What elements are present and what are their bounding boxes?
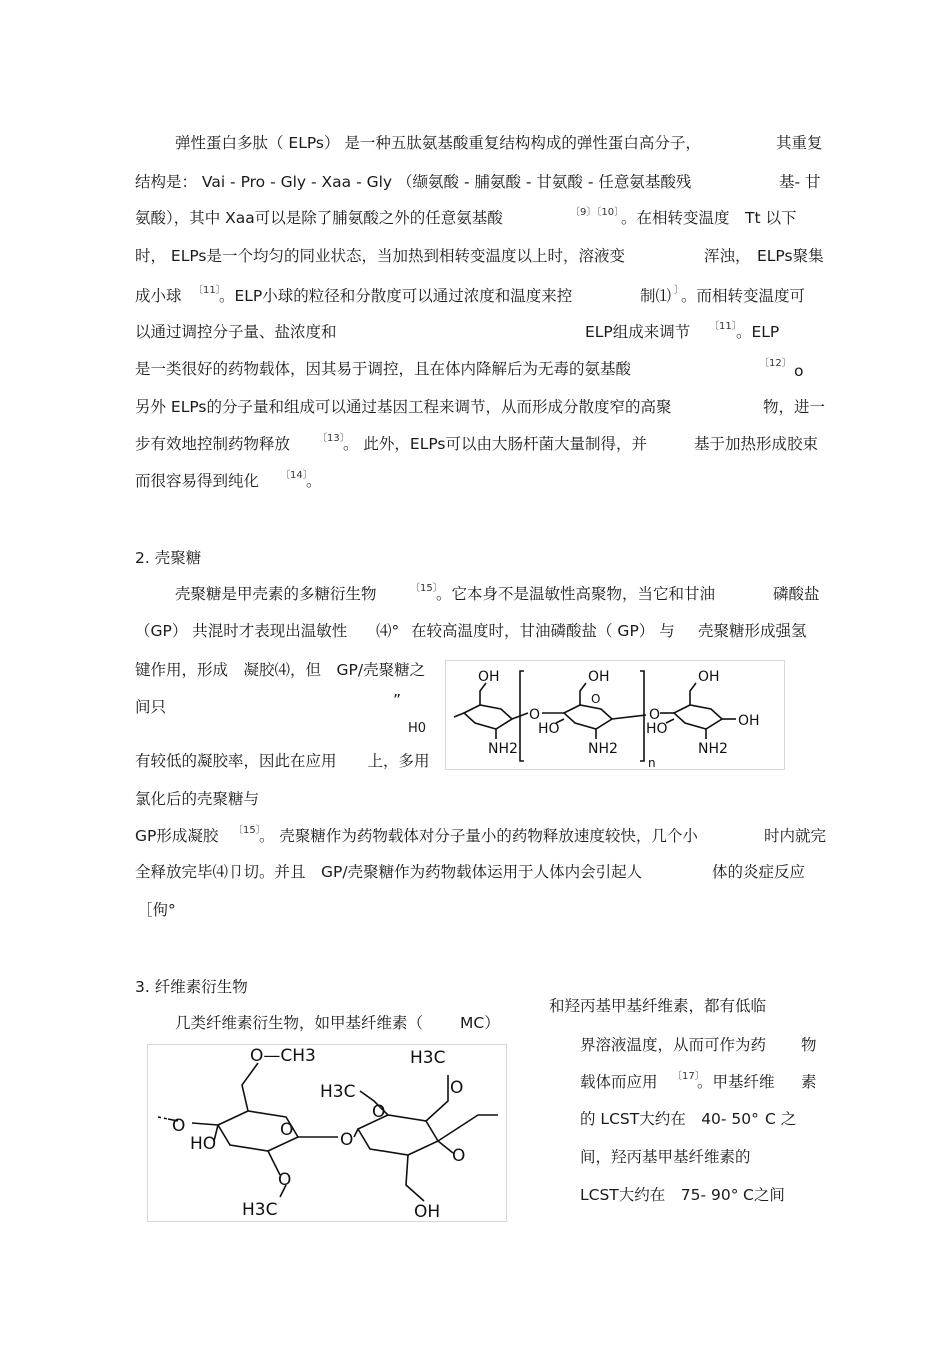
fig2-label-h3c-2: H3C — [320, 1082, 356, 1102]
s2-line-4: 间只 — [135, 698, 167, 716]
s2-line-8-tail: 体的炎症反应 — [712, 863, 806, 881]
cellulose-derivative-structure-figure — [147, 1044, 507, 1222]
s1-line-8-tail: 物，进一 — [763, 398, 826, 416]
section-2-heading: 2. 壳聚糖 — [135, 549, 202, 567]
s1-line-4-tail: ELPs聚集 — [757, 247, 824, 265]
fig2-label-o-7: O — [278, 1170, 292, 1190]
s3-ref-17: 〔17〕 — [672, 1071, 705, 1082]
s1-ref-13: 〔13〕 — [317, 433, 350, 444]
s1-line-9-tail2: 基于加热形成胶束 — [694, 435, 819, 453]
s1-line-3-tail: 。在相转变温度 Tt 以下 — [621, 209, 797, 227]
fig1-label-o-1: O — [529, 707, 541, 723]
fig1-label-oh-2: OH — [588, 669, 610, 685]
s3-right-2-tail: 。甲基纤维 — [697, 1073, 775, 1091]
ring-1 — [464, 705, 512, 729]
fig2-label-o-1: O — [450, 1078, 464, 1098]
fig2-label-o-4: O — [172, 1116, 186, 1136]
fig2-label-o-3: O — [280, 1120, 294, 1140]
fig1-label-nh2-1: NH2 — [488, 741, 518, 757]
s2-line-2: （GP） 共混时才表现出温敏性 — [135, 622, 348, 640]
fig1-label-nh2-2: NH2 — [588, 741, 618, 757]
s2-line-1-tail2: 磷酸盐 — [773, 585, 820, 603]
s1-line-5-mid2: 制⑴ — [640, 287, 672, 305]
s2-line-7-tail2: 时内就完 — [764, 827, 827, 845]
s1-line-5-mid: 。ELP小球的粒径和分散度可以通过浓度和温度来控 — [219, 287, 573, 305]
s3-right-5: LCST大约在 75- 90° — [580, 1186, 739, 1204]
s2-line-1: 壳聚糖是甲壳素的多糖衍生物 — [175, 585, 377, 603]
s2-ref-15a: 〔15〕 — [410, 583, 443, 594]
s1-line-9-tail: 。 此外，ELPs可以由大肠杆菌大量制得，并 — [343, 435, 648, 453]
s3-right-0: 和羟丙基甲基纤维素，都有低临 — [549, 997, 767, 1015]
s2-line-7: GP形成凝胶 — [135, 827, 219, 845]
ring-3 — [674, 705, 722, 729]
fig1-label-ho-2: HO — [646, 721, 668, 737]
s1-line-6: 以通过调控分子量、盐浓度和 — [135, 323, 337, 341]
fig2-label-och3: O—CH3 — [250, 1046, 316, 1066]
s2-line-7-tail: 。 壳聚糖作为药物载体对分子量小的药物释放速度较快，几个小 — [259, 827, 698, 845]
fig2-label-h3c-1: H3C — [410, 1048, 446, 1068]
fig1-label-oh-4: OH — [738, 713, 760, 729]
s3-right-1: 界溶液温度，从而可作为药 — [580, 1036, 767, 1054]
s1-line-5-tail: 。而相转变温度可 — [681, 287, 806, 305]
s3-right-2: 载体而应用 — [580, 1073, 658, 1091]
s3-line-1-tail: MC） — [460, 1014, 500, 1032]
s2-line-4-h0: H0 — [408, 721, 427, 736]
fig2-label-o-5: O — [340, 1130, 354, 1150]
fig1-label-oh-1: OH — [478, 669, 500, 685]
s1-line-7-tail: o — [794, 362, 804, 380]
s1-line-10: 而很容易得到纯化 — [135, 472, 260, 490]
s2-line-8: 全释放完毕⑷卩切。并且 GP/壳聚糖作为药物载体运用于人体内会引起人 — [135, 863, 643, 881]
fig2-label-ho: HO — [190, 1134, 217, 1154]
chitosan-structure-figure — [445, 660, 785, 770]
s1-line-4-mid: 浑浊， — [704, 247, 751, 265]
s1-line-7: 是一类很好的药物载体，因其易于调控，且在体内降解后为无毒的氨基酸 — [135, 360, 632, 378]
s1-line-4: 时， ELPs是一个均匀的同业状态，当加热到相转变温度以上时，溶液变 — [135, 247, 626, 265]
s1-line-8: 另外 ELPs的分子量和组成可以通过基因工程来调节，从而形成分散度窄的高聚 — [135, 398, 672, 416]
s1-line-9: 步有效地控制药物释放 — [135, 435, 291, 453]
s1-line-10-tail: 。 — [306, 472, 322, 490]
s3-line-1: 几类纤维素衍生物，如甲基纤维素（ — [175, 1014, 424, 1032]
s2-line-2-tail2: 壳聚糖形成强氢 — [698, 622, 807, 640]
s3-right-4: 间，羟丙基甲基纤维素的 — [580, 1148, 751, 1166]
s1-line-6-mid: ELP组成来调节 — [585, 323, 691, 341]
s3-right-1-tail: 物 — [801, 1036, 817, 1054]
section-3-heading: 3. 纤维素衍生物 — [135, 978, 248, 996]
s1-ref-12: 〔12〕 — [759, 358, 792, 369]
s1-line-2-tail: 基- 甘 — [779, 173, 821, 191]
s2-ref-15b: 〔15〕 — [233, 825, 266, 836]
fig2-label-oh: OH — [414, 1202, 441, 1221]
s1-ref-14: 〔14〕 — [280, 470, 313, 481]
s3-right-3: 的 LCST大约在 40- 50° — [580, 1110, 759, 1128]
s1-line-2: 结构是： Vai - Pro - Gly - Xaa - Gly （缬氨酸 - 脯氨酸 - 甘氨酸 - 任意氨基酸残 — [135, 173, 692, 191]
s1-line-1: 弹性蛋白多肽（ ELPs） 是一种五肽氨基酸重复结构构成的弹性蛋白高分子， — [175, 134, 701, 152]
s2-line-9: ［佝° — [137, 901, 176, 919]
s2-line-5: 有较低的凝胶率，因此在应用 上，多用 — [135, 752, 430, 770]
fig1-label-nh2-3: NH2 — [698, 741, 728, 757]
chitosan-structure-svg — [446, 661, 784, 769]
fig1-label-o-2: O — [649, 707, 661, 723]
fig2-label-o-6: O — [452, 1146, 466, 1166]
s1-ref-11b: 〔11〕 — [709, 321, 742, 332]
s2-line-1-tail: 。它本身不是温敏性高聚物，当它和甘油 — [436, 585, 716, 603]
s1-ref-11a: 〔11〕 — [193, 285, 226, 296]
fig2-label-h3c-3: H3C — [242, 1200, 278, 1220]
s3-right-3-tail: C 之 — [765, 1110, 797, 1128]
cellulose-structure-svg — [148, 1045, 506, 1221]
s3-right-2-tail2: 素 — [801, 1073, 817, 1091]
s1-line-1-tail: 其重复 — [776, 134, 823, 152]
s2-line-2-tail: 在较高温度时，甘油磷酸盐（ GP） 与 — [411, 622, 675, 640]
s3-right-5-tail: C之间 — [743, 1186, 785, 1204]
s2-line-2-mid: ⑷° — [376, 622, 400, 640]
fig1-label-oh-3: OH — [698, 669, 720, 685]
s1-line-6-tail: 。ELP — [736, 323, 780, 341]
s2-line-3: 键作用，形成 凝胶⑷，但 GP/壳聚糖之 — [135, 661, 426, 679]
s1-ref-9-10: 〔9〕〔10〕 — [570, 207, 625, 218]
fig2-label-o-2: O — [372, 1102, 386, 1122]
s1-ref-bracket: 〕 — [674, 285, 684, 296]
s2-line-4-quote: ” — [393, 691, 402, 709]
fig1-label-ho-1: HO — [538, 721, 560, 737]
fig1-label-o-3: O — [591, 692, 601, 706]
s1-line-5: 成小球 — [135, 287, 182, 305]
fig1-label-n: n — [648, 756, 656, 769]
ring-2 — [564, 705, 612, 729]
s2-line-6: 氯化后的壳聚糖与 — [135, 790, 260, 808]
s1-line-3: 氨酸），其中 Xaa可以是除了脯氨酸之外的任意氨基酸 — [135, 209, 503, 227]
